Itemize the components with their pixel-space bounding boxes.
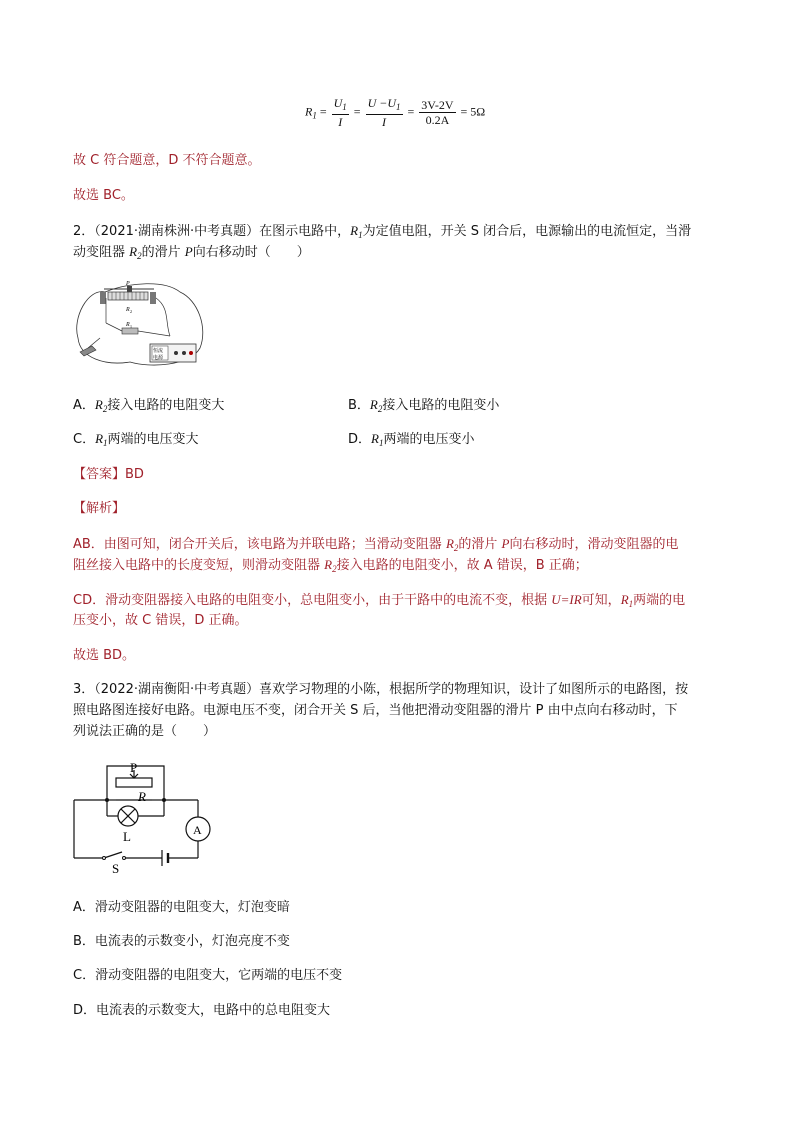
q2-fig-label-r1: R: [126, 322, 130, 328]
svg-text:2: 2: [130, 309, 132, 314]
formula-fraction-1: $\frac{U_1}{I}$: [333, 96, 347, 129]
q3-option-c[interactable]: C．滑动变阻器的电阻变大，它两端的电压不变: [73, 968, 343, 983]
q2-option-d[interactable]: D．$R_1$两端的电压变小: [348, 431, 475, 448]
q2-source: （2021·湖南株洲·中考真题）: [94, 224, 260, 239]
q2-analysis-ab-line2: 阻丝接入电路中的长度变短，则滑动变阻器 $R_2$接入电路的电阻变小，故 A 错误，B 正确；: [73, 557, 588, 574]
q2-answer: [73, 466, 144, 484]
q3-option-a[interactable]: A．滑动变阻器的电阻变大，灯泡变暗: [73, 900, 290, 915]
svg-text:1: 1: [130, 324, 132, 329]
formula-fraction-3: $\frac{3V-2V}{0.2A}$: [421, 98, 454, 127]
q2-fig-label-r2: R: [126, 307, 130, 313]
prev-conclusion: 故 C 符合题意，D 不符合题意。: [73, 153, 261, 168]
formula-lhs: R: [305, 104, 313, 119]
q2-fig-supply-label1: 恒流: [153, 348, 164, 354]
q3-stem-line1: 3．（2022·湖南衡阳·中考真题）喜欢学习物理的小陈，根据所学的物理知识，设计了如图所示的电路图，按: [73, 682, 689, 697]
q3-fig-label-l: L: [123, 829, 131, 844]
q3-circuit-diagram: [66, 758, 226, 878]
q2-fig-supply-label2: 电源: [153, 355, 164, 361]
q2-circuit-figure: [70, 278, 210, 370]
q2-analysis-cd-line1: CD．滑动变阻器接入电路的电阻变小，总电阻变小，由于干路中的电流不变，根据 U=IR可知，$R_1$两端的电: [73, 592, 686, 609]
q3-stem-line2: 照电路图连接好电路。电源电压不变，闭合开关 S 后，当他把滑动变阻器的滑片 P 由中点向右移动时，下: [73, 703, 678, 718]
q3-fig-label-r: R: [138, 789, 146, 804]
q2-fig-label-p: P: [126, 281, 130, 287]
resistance-formula: $R_1$ = $\frac{U_1}{I}$ = $\frac{U -U_1}{I}$ = $\frac{3V-2V}{0.2A}$ = 5Ω: [305, 96, 486, 129]
q2-stem-line2: 动变阻器 $R_2$的滑片 P向右移动时（ ）: [73, 244, 310, 261]
answer-value: BD: [125, 467, 144, 482]
q3-option-d[interactable]: D．电流表的示数变大，电路中的总电阻变大: [73, 1003, 331, 1018]
q2-option-c[interactable]: C．$R_1$两端的电压变大: [73, 431, 199, 448]
q2-stem-line1: 2．（2021·湖南株洲·中考真题）在图示电路中，$R_1$为定值电阻，开关 S 闭合后，电源输出的电流恒定，当滑: [73, 223, 692, 240]
prev-final-answer: 故选 BC。: [73, 188, 134, 203]
q3-fig-label-s: S: [112, 861, 120, 876]
q2-final-answer: 故选 BD。: [73, 648, 136, 663]
formula-fraction-2: $\frac{U -U_1}{I}$: [367, 96, 401, 129]
q3-option-b[interactable]: B．电流表的示数变小，灯泡亮度不变: [73, 934, 290, 949]
q2-analysis-ab-line1: AB．由图可知，闭合开关后，该电路为并联电路；当滑动变阻器 $R_2$的滑片 P向右移动时，滑动变阻器的电: [73, 536, 679, 553]
q3-source: （2022·湖南衡阳·中考真题）: [94, 682, 260, 697]
q2-option-b[interactable]: B．$R_2$接入电路的电阻变小: [348, 397, 500, 414]
q2-analysis-label: 【解析】: [73, 501, 126, 516]
answer-label: 【答案】: [73, 467, 126, 482]
formula-result: = 5Ω: [460, 104, 486, 119]
ammeter-label: A: [193, 823, 202, 837]
q2-analysis-cd-line2: 压变小，故 C 错误，D 正确。: [73, 613, 248, 628]
q2-option-a[interactable]: A．$R_2$接入电路的电阻变大: [73, 397, 225, 414]
q3-fig-label-p: P: [130, 760, 138, 775]
q3-stem-line3: 列说法正确的是（ ）: [73, 724, 217, 739]
